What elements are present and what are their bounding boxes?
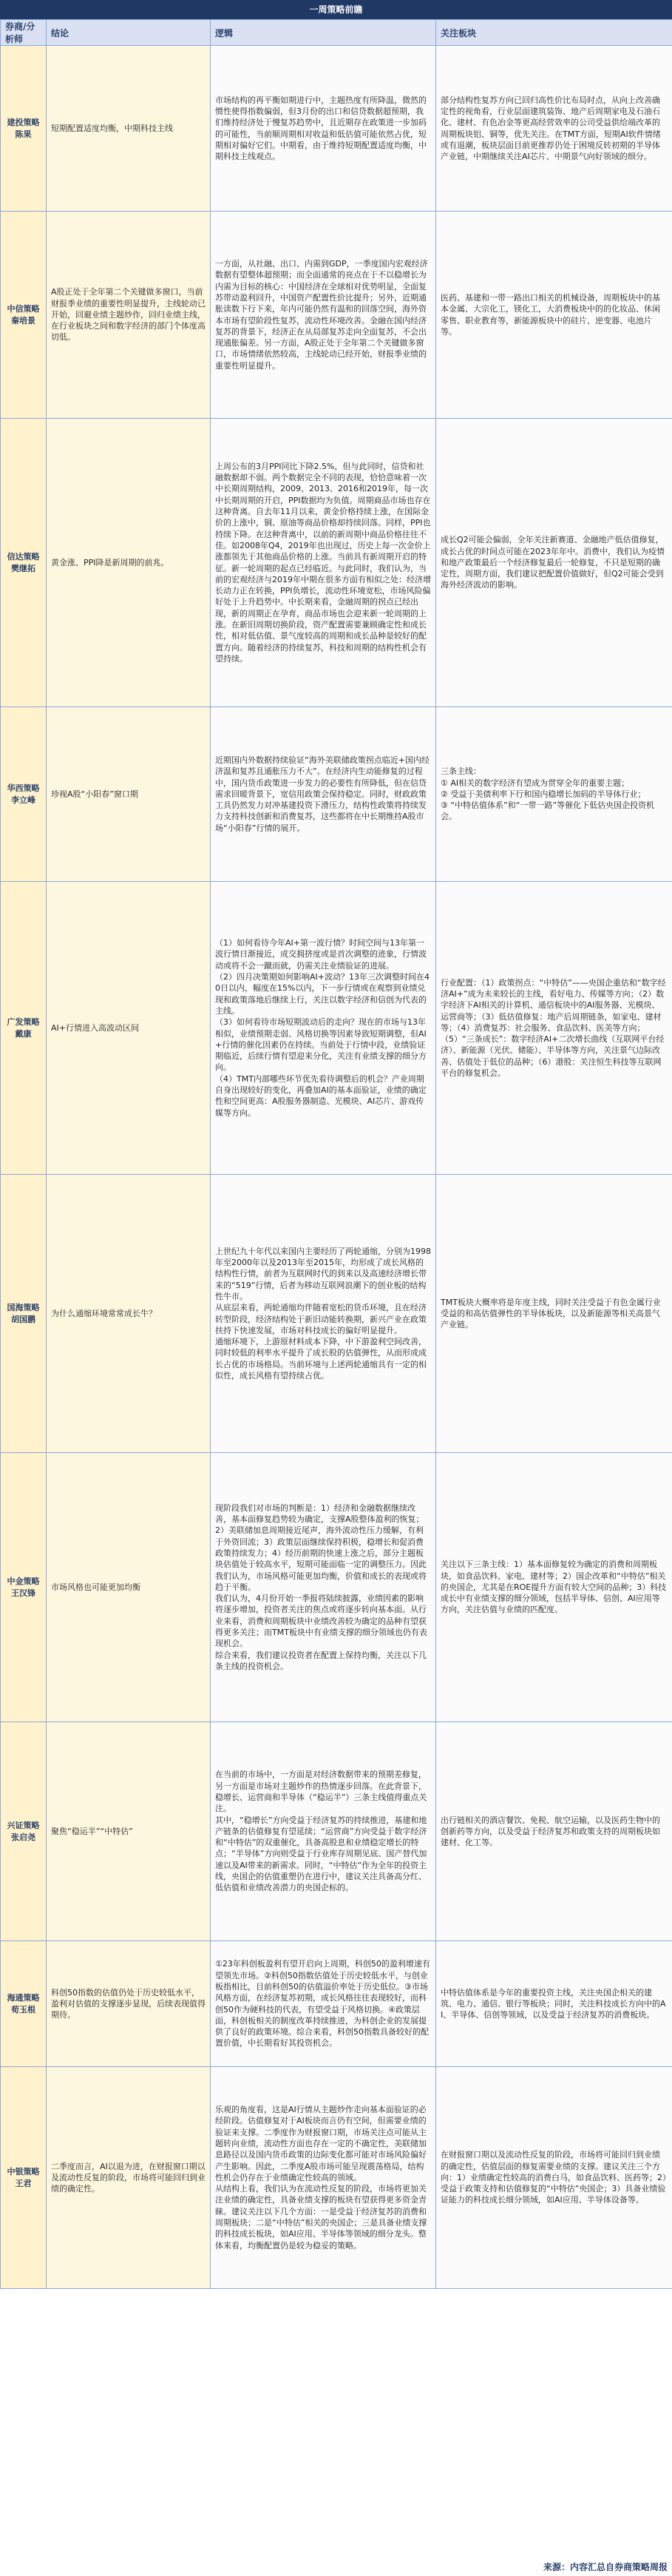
logic-cell-text: 近期国内外数据持续验证“海外美联储政策拐点临近+国内经济温和复苏且通胀压力不大”。在经济内生动能修复的过程中，国内货币政策进一步发力的必要性有所降低，但在信贷需求回暖背景下，宽信用政策会保持稳定。同时，财政政策工具仍然发力对冲基建投资下滑压力，结构性政策将持续发力支持科技创新和消费复苏，这些都将在中长期维持A股市场“小阳春”行情的展开。 <box>215 755 430 833</box>
focus-cell <box>436 1722 672 1941</box>
logic-cell <box>211 419 436 707</box>
conclusion-cell-text: AI+行情进入高波动区间 <box>51 1022 139 1033</box>
focus-cell <box>436 1175 672 1453</box>
logic-cell-text: 上周公布的3月PPI同比下降2.5%，但与此同时，信贷和社融数据却不弱。两个数据完全不同的表现，恰恰意味着一次中长期周期结构，2009、2013、2016和2019年，每一次中长期周期的开启，PPI数据均为负值。周期商品市场也存在这种背离。自去年11月以来，黄金价格持续上涨，在国际金价的上涨中，铜、原油等商品价格却持续回落。同样，PPI也持续下降。在这种背离中，以前的新周期中商品价格往往不佳。如2008年Q4，2019年也出现过，历史上每一次金价上涨都领先于其他商品价格的上涨。当前具有新周期开启的特征。新一轮周期的起点已经临近。与此同时，我们认为，当前的宏观经济与2019年中期在很多方面有相似之处：经济增长动力正在转换，PPI负增长，流动性环境宽松，市场风险偏好处于上升趋势中。中长期来看，金融周期的拐点已经出现，新的周期正在孕育，商品市场也会迎来新一轮周期的上涨。在新旧周期切换阶段，资产配置需要兼顾确定性和成长性，相对低估值、景气度较高的周期和成长品种是较好的配置方向。随着经济的持续复苏，科技和周期的结构性机会有望持续。 <box>215 461 431 664</box>
focus-cell <box>436 882 672 1175</box>
logic-cell-text: 一方面，从社融、出口、内需到GDP，一季度国内宏观经济数据有望整体超预期；而全面通常的亮点在于不以稳增长为内需为目标的核心：中国经济在全球相对优势明显，全面复苏带动盈利回升，中国资产配置性价比提升；另外，近期通胀读数下行下来，年内可能仍然有温和的回落空间，海外资本市场有望阶段性复苏，流动性环境改善。金融在国内经济复苏的背景下，经济正在从局部复苏走向全面复苏，不会出现通胀偏差。另一方面，A股正处于全年第二个关键做多窗口，市场情绪依然较高，主线轮动已经开始，财报季业绩的重要性明显提升。 <box>215 259 428 371</box>
conclusion-cell-text: 聚焦“稳运半”“中特估” <box>51 1826 133 1836</box>
header-broker: 券商/分析师 <box>1 20 47 46</box>
broker-cell-text: 华西策略 李立峰 <box>7 783 40 805</box>
logic-cell <box>211 882 436 1175</box>
logic-cell-text: ①23年科创板盈利有望开启向上周期，科创50的盈利增速有望领先市场。②科创50指数估值处于历史较低水平，与创业板指相比，目前科创50的估值溢价率处于历史低位。③市场风格方面，在经济复苏初期，成长风格往往表现较好，而科创50作为硬科技的代表，有望受益于风格切换。④政策层面，科创板相关的制度改革持续推进，为科创企业的发展提供了良好的政策环境。综合来看，科创50指数具备较好的配置价值，中长期看好其投资机会。 <box>215 1959 430 2049</box>
broker-cell <box>1 46 47 212</box>
focus-cell <box>436 1453 672 1722</box>
focus-cell-text: 部分结构性复苏方向已回归高性价比布局时点，从向上改善确定性的视角看，行业层面建筑装饰、地产后周期家电及石油石化、建材、有色冶金等更高经营效率的公司受益供给端改革的周期板块铝、铜等，优先关注。在TMT方面，短期AI软件情绪或有退潮，板块层面目前更推荐仍处于困境反转初期的半导体产业链，中期继续关注AI芯片、中期景气向好领域的细分。 <box>441 95 661 162</box>
conclusion-cell <box>47 46 211 212</box>
logic-cell <box>211 1175 436 1453</box>
broker-cell <box>1 1722 47 1941</box>
broker-cell <box>1 419 47 707</box>
table-row <box>1 212 672 419</box>
conclusion-cell <box>47 419 211 707</box>
table-row <box>1 1453 672 1722</box>
conclusion-cell-text: A股正处于全年第二个关键做多窗口，当前财报季业绩的重要性明显提升，主线轮动已开始，回避业绩主题炒作，回归业绩主线，在行业板块之间和数字经济的部门个体度高切低。 <box>51 287 206 343</box>
table-row <box>1 2067 672 2289</box>
broker-cell <box>1 212 47 419</box>
table-body <box>1 46 672 2289</box>
focus-cell-text: 出行链相关的酒店餐饮、免税、航空运输，以及医药生物中的创新药等方向，以及受益于经济复苏和政策支持的周期板块如建材、化工等。 <box>441 1815 660 1848</box>
logic-cell-text: 上世纪九十年代以来国内主要经历了两轮通缩，分别为1998年至2000年以及2013年至2015年，均形成了成长风格的结构性行情，前者为互联网时代的到来以及高速经济增长带来的“519”行情，后者为移动互联网浪潮下的创业板的结构性牛市。 从底层来看，两轮通缩均伴随着宽松的货币环境，且在经济转型阶段，经济结构处于新旧动能转换期，新兴产业在政策扶持下快速发展，市场对科技成长的偏好明显提升。 通缩环境下，上游原材料成本下降，中下游盈利空间改善，同时较低的利率水平提升了成长股的估值弹性，从而形成成长占优的市场格局。当前环境与上述两轮通缩具有一定的相似性，成长风格有望持续占优。 <box>215 1246 431 1380</box>
broker-cell-text: 建投策略 陈果 <box>7 118 40 139</box>
focus-cell-text: 关注以下三条主线：1）基本面修复较为确定的消费和周期板块，如食品饮料、家电、建材等；2）国企改革和“中特估”相关的央国企，尤其是在ROE提升方面有较大空间的品种；3）科技成长中有业绩支撑的细分领域，包括半导体、信创、AI应用等方向，关注估值与业绩的匹配度。 <box>441 1560 667 1615</box>
table-row <box>1 46 672 212</box>
focus-cell <box>436 1941 672 2067</box>
conclusion-cell-text: 市场风格也可能更加均衡 <box>51 1582 140 1592</box>
broker-cell <box>1 1941 47 2067</box>
broker-cell <box>1 2067 47 2289</box>
broker-cell-text: 中银策略 王君 <box>7 2167 40 2188</box>
table-row <box>1 1175 672 1453</box>
broker-cell-text: 海通策略 荀玉根 <box>7 1993 40 2014</box>
logic-cell <box>211 1941 436 2067</box>
conclusion-cell-text: 珍视A股“小阳春”窗口期 <box>51 789 138 799</box>
logic-cell <box>211 212 436 419</box>
table-row <box>1 419 672 707</box>
logic-cell-text: （1）如何看待今年AI+第一波行情？时间空间与13年第一波行情日渐接近，成交拥挤度或是首次调整的迹象，行情波动或将不会一蹴而就，仍需关注业绩验证的进展。 （2）四月决策期如何影响AI+波动？13年三次调整时间在40日以内，幅度在15%以内，下一步行情或在观察到业绩兑现和政策落地后继续上行，关注以数字经济和信创为代表的主线。 （3）如何看待市场短期波动后的走向？现在的市场与13年相似，业绩预期走弱、风格切换等因素导致短期调整，但AI+行情的催化因素仍在持续。当前处于行情中段，业绩验证期临近，后续行情有望迎来分化，关注有业绩支撑的细分方向。 （4）TMT内部哪些环节优先看待调整后的机会？产业周期自身出现较好的变化，再叠加AI的基本面验证，业绩的确定性和空间更高：A股服务器制造、光模块、AI芯片、游戏传媒等方向。 <box>215 938 430 1118</box>
logic-cell-text: 现阶段我们对市场的判断是：1）经济和金融数据继续改善，基本面修复趋势较为确定，支撑A股整体盈利的恢复；2）美联储加息周期接近尾声，海外流动性压力缓解，有利于外资回流；3）政策层面继续保持积极，稳增长和促消费政策持续发力；4）经历前期的快速上涨之后，部分主题板块估值处于较高水平，短期可能面临一定的调整压力。因此我们认为，市场风格可能更加均衡，价值和成长的表现或将趋于平衡。 我们认为，4月份开始一季报将陆续披露，业绩因素的影响将逐步增加，投资者关注的焦点或将逐步转向基本面。从行业来看，消费和周期板块中业绩改善较为确定的品种有望获得更多关注；而TMT板块中有业绩支撑的细分领域也仍有表现机会。 综合来看，我们建议投资者在配置上保持均衡，关注以下几条主线的投资机会。 <box>215 1503 427 1671</box>
conclusion-cell-text: 黄金涨、PPI降是新周期的前兆。 <box>51 557 169 567</box>
source-footer: 来源：内容汇总自券商策略周报 <box>543 2562 668 2572</box>
conclusion-cell-text: 科创50指数的估值仍处于历史较低水平，盈利对估值的支撑逐步显现，后续表现值得期待。 <box>51 1987 206 2020</box>
broker-cell-text: 兴证策略 张启尧 <box>7 1821 40 1842</box>
conclusion-cell <box>47 212 211 419</box>
broker-cell-text: 中信策略 秦培景 <box>7 304 40 326</box>
strategy-brief-table <box>0 19 672 2289</box>
logic-cell <box>211 1453 436 1722</box>
focus-cell <box>436 46 672 212</box>
conclusion-cell-text: 短期配置适度均衡，中期科技主线 <box>51 123 173 133</box>
focus-cell-text: 医药、基建和一带一路出口相关的机械设备，周期板块中的基本金属、大宗化工，镁化工，大消费板块中的的化妆品、休闲零售、职业教育等，新能源板块中的硅片、逆变器、电池片等。 <box>441 292 660 337</box>
focus-cell-text: 中特估值体系是今年的重要投资主线，关注央国企相关的建筑、电力、通信、银行等板块；同时，关注科技成长方向中的AI、半导体、信创等领域，以及受益于经济复苏的消费板块。 <box>441 1987 666 2020</box>
logic-cell-text: 乐观的角度看，这是AI行情从主题炒作走向基本面验证的必经阶段。估值修复对于AI板块而言仍有空间，但需要业绩的验证来支撑。二季度作为财报窗口期，市场关注点可能从主题转向业绩，流动性方面也存在一定的不确定性，美联储加息路径以及国内货币政策的边际变化都可能对市场风险偏好产生影响。因此，二季度A股市场可能呈现震荡格局，结构性机会仍存在于业绩确定性较高的领域。 从结构上看，我们认为在流动性反复的阶段，市场将更加关注业绩的确定性，具备业绩支撑的板块有望获得更多资金青睐。建议关注以下几个方面：一是受益于经济复苏的消费和周期板块；二是“中特估”相关的央国企；三是具备业绩支撑的科技成长板块，如AI应用、半导体等领域的细分龙头。整体来看，均衡配置仍是较为稳妥的策略。 <box>215 2105 427 2250</box>
broker-cell <box>1 707 47 882</box>
conclusion-cell <box>47 707 211 882</box>
conclusion-cell <box>47 1453 211 1722</box>
header-logic: 逻辑 <box>211 20 436 46</box>
header-focus: 关注板块 <box>436 20 672 46</box>
table-row <box>1 882 672 1175</box>
header-conclusion: 结论 <box>47 20 211 46</box>
focus-cell-text: TMT板块大概率将是年度主线，同时关注受益于有色金属行业受益的和高估值弹性的半导体板块，以及新能源等相关高景气产业链。 <box>441 1297 661 1330</box>
focus-cell-text: 三条主线： ① AI相关的数字经济有望成为贯穿全年的重要主题； ② 受益于美债利率下行和国内稳增长加码的半导体行业； ③ “中特估值体系”和“一带一路”等催化下低估央国企投资机会。 <box>441 766 655 822</box>
table-header-row <box>1 20 672 46</box>
conclusion-cell-text: 为什么通缩环境常常成长牛？ <box>51 1308 157 1318</box>
focus-cell <box>436 212 672 419</box>
focus-cell <box>436 707 672 882</box>
logic-cell <box>211 2067 436 2289</box>
conclusion-cell <box>47 2067 211 2289</box>
broker-cell-text: 国海策略 胡国鹏 <box>7 1303 40 1324</box>
table-row <box>1 1722 672 1941</box>
focus-cell-text: 成长Q2可能会偏弱，全年关注新赛道、金融地产低估值修复，成长占优的时间点可能在2023年年中。消费中，我们认为疫情和地产政策最后一个经济修复最后一轮修复，不只是短期的确定性，周期方面，我们建议把配置价值做好，但Q2可能会受到海外经济波动的影响。 <box>441 535 665 590</box>
conclusion-cell-text: 二季度而言，AI以退为进，在财报窗口期以及流动性反复的阶段，市场将可能回归到业绩的确定性。 <box>51 2161 206 2194</box>
table-row <box>1 707 672 882</box>
logic-cell-text: 市场结构的再平衡如期进行中，主题热度有所降温，微然的惯性使得指数偏弱，但3月份的出口和信贷数据超预期，我们维持经济处于慢复苏趋势中，且近期存在政策进一步加码的可能性，当前顺周期相对收益和低估值可能依然占优，短期相对偏好它们。中期看，由于维持短期配置适度均衡，中期科技主线观点。 <box>215 95 427 162</box>
page-title: 一周策略前瞻 <box>0 0 672 19</box>
broker-cell <box>1 1453 47 1722</box>
focus-cell <box>436 419 672 707</box>
focus-cell <box>436 2067 672 2289</box>
logic-cell-text: 在当前的市场中，一方面是对经济数据带来的预期差修复，另一方面是市场对主题炒作的热情逐步回落。在此背景下，稳增长、运营商和半导体（“稳运半”）三条主线值得重点关注。 其中，“稳增长”方向受益于经济复苏的持续推进，基建和地产链条的估值修复有望延续；“运营商”方向受益于数字经济和“中特估”的双重催化，具备高股息和业绩稳定增长的特点；“半导体”方向则受益于行业库存周期见底、国产替代加速以及AI带来的新需求。同时，“中特估”作为全年的投资主线，央国企的估值重塑仍在进行中，建议关注具备高分红、低估值和业绩改善潜力的央国企标的。 <box>215 1770 427 1893</box>
broker-cell-text: 信达策略 樊继拓 <box>7 552 40 573</box>
conclusion-cell <box>47 1941 211 2067</box>
conclusion-cell <box>47 1722 211 1941</box>
conclusion-cell <box>47 1175 211 1453</box>
broker-cell-text: 广发策略 戴康 <box>7 1017 40 1039</box>
broker-cell-text: 中金策略 王汉锋 <box>7 1577 40 1598</box>
table-row <box>1 1941 672 2067</box>
logic-cell <box>211 707 436 882</box>
logic-cell <box>211 1722 436 1941</box>
conclusion-cell <box>47 882 211 1175</box>
focus-cell-text: 行业配置：（1）政策拐点：“中特估”——央国企重估和“数字经济AI+”成为未来较长的主线，看好电力、传媒等方向；（2）数字经济下AI相关的计算机、通信板块中的AI服务器、光模块、运营商等；（3）低估值修复：地产后周期链条，如家电、建材等；（4）消费复苏：社会服务、食品饮料、医美等方向；（5）“三条成长”：数字经济AI+二次增长曲线（互联网平台经济）、新能源（光伏、储能）、半导体等方向，关注景气边际改善、估值处于低位的品种；（6）港股：关注恒生科技等互联网平台的修复机会。 <box>441 977 666 1079</box>
broker-cell <box>1 882 47 1175</box>
logic-cell <box>211 46 436 212</box>
broker-cell <box>1 1175 47 1453</box>
focus-cell-text: 在财报窗口期以及流动性反复的阶段，市场将可能回归到业绩的确定性，估值层面的修复需要业绩的支撑。建议关注三个方向：1）业绩确定性较高的消费白马，如食品饮料、医药等；2）受益于政策支持和估值修复的“中特估”央国企；3）具备业绩验证能力的科技成长细分领域，如AI应用、半导体设备等。 <box>441 2150 667 2205</box>
